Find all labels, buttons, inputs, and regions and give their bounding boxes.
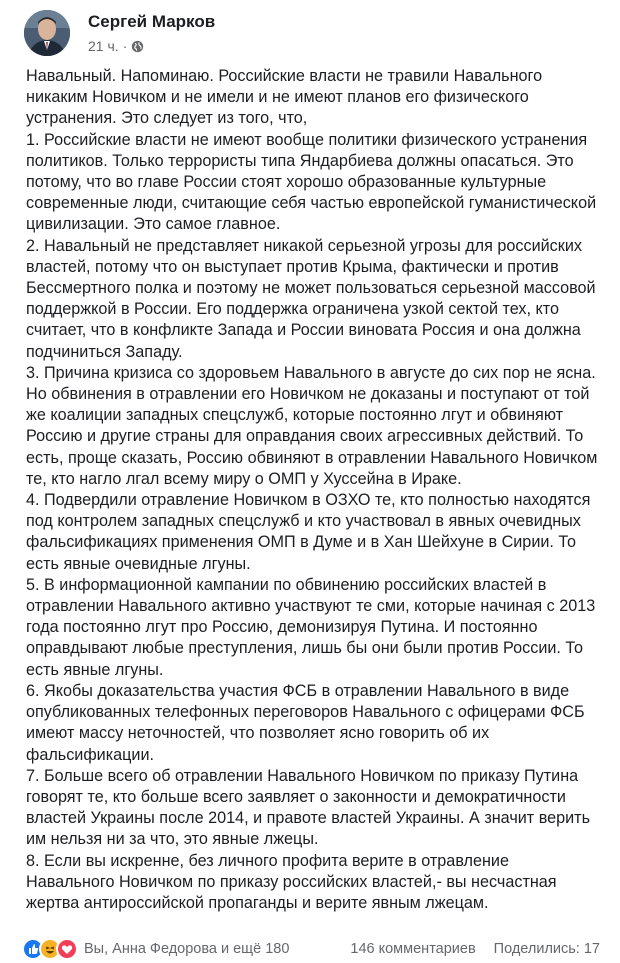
post-footer bbox=[22, 938, 600, 960]
post-header bbox=[24, 8, 596, 58]
post-paragraph: 6. Якобы доказательства участия ФСБ в отравлении Навального в виде опубликованных телефонных переговоров Навального с офицерами ФСБ имеют массу неточностей, что позволяет ясно говорить об их фальсификации. bbox=[26, 681, 585, 764]
post-paragraph: 2. Навальный не представляет никакой серьезной угрозы для российских властей, потому что он выступает против Крыма, фактически и против Бессмертного полка и поэтому не может пользоваться серьезной массовой поддержкой в России. Его поддержка ограничена узкой сектой тех, кто считает, что в конфликте Запада и России виновата Россия и она должна подчиниться Западу. bbox=[26, 236, 596, 361]
meta-separator: · bbox=[122, 38, 128, 54]
post-text bbox=[26, 66, 600, 914]
post-paragraph: 1. Российские власти не имеют вообще политики физического устранения политиков. Только террористы типа Яндарбиева должны опасаться. Это потому, что во главе России стоят хорошо образованные культурные современные люди, считающие себя частью европейской гуманистической цивилизации. Это самое главное. bbox=[26, 130, 597, 234]
comments-count[interactable]: 146 комментариев bbox=[350, 941, 476, 957]
author-name[interactable]: Сергей Марков bbox=[88, 12, 216, 31]
post-meta bbox=[88, 38, 144, 54]
post-paragraph: 8. Если вы искренне, без личного профита верите в отравление Навального Новичком по приказу российских властей,- вы несчастная жертва антироссийской пропаганды и верите явным лжецам. bbox=[26, 851, 557, 912]
post-paragraph: 4. Подвердили отравление Новичком в ОЗХО те, кто полностью находятся под контролем западных спецслужб и кто участвовал в явных очевидных фальсификациях применения ОМП в Думе и в Хан Шейхуне в Сирии. То есть явные очевидные лгуны. bbox=[26, 491, 591, 573]
author-avatar[interactable] bbox=[24, 10, 70, 56]
post-paragraph: 7. Больше всего об отравлении Навального Новичком по приказу Путина говорят те, кто больше всего заявляет о законности и демократичности властей Украины после 2014, и правоте властей Украины. А значит верить им нельзя ни за что, это явные лжецы. bbox=[26, 766, 591, 849]
post-paragraph: 3. Причина кризиса со здоровьем Навального в августе до сих пор не ясна. Но обвинения в отравлении его Новичком не доказаны и поступают от той же коалиции западных спецслужб, которые постоянно лгут и обвиняют Россию и другие страны для оправдания своих агрессивных действий. То есть, проще сказать, Россию обвиняют в отравлении Навального Новичком те, кто нагло лгал всему миру о ОМП у Хуссейна в Ираке. bbox=[26, 363, 598, 488]
post-paragraph: 5. В информационной кампании по обвинению российских властей в отравлении Навального активно участвуют те сми, которые начиная с 2013 года постоянно лгут про Россию, демонизируя Путина. И постоянно оправдывают любые преступления, лишь бы они были против России. То есть явные лгуны. bbox=[26, 575, 596, 679]
reactions-summary[interactable] bbox=[22, 938, 78, 960]
avatar-photo-icon bbox=[24, 10, 70, 56]
globe-icon[interactable] bbox=[131, 40, 144, 53]
love-reaction-icon bbox=[56, 938, 78, 960]
shares-count[interactable]: Поделились: 17 bbox=[493, 941, 600, 957]
reactors-text[interactable]: Вы, Анна Федорова и ещё 180 bbox=[84, 941, 290, 957]
post-paragraph: Навальный. Напоминаю. Российские власти не травили Навального никаким Новичком и не имели и не имеют планов его физического устранения. Это следует из того, что, bbox=[26, 67, 543, 128]
post-time[interactable]: 21 ч. bbox=[88, 38, 119, 54]
